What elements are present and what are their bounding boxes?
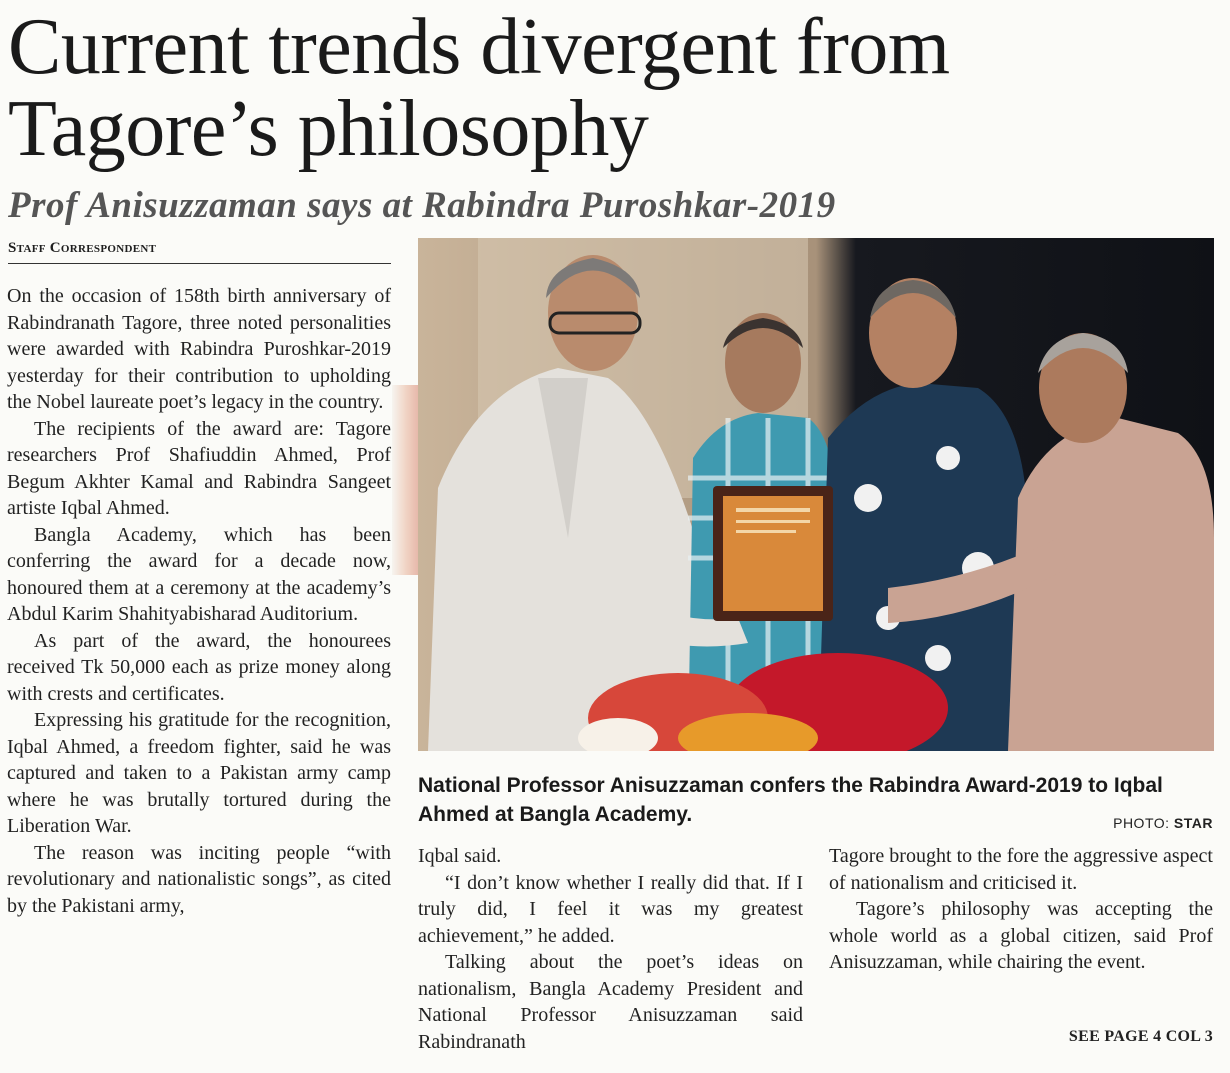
photo-credit-prefix: PHOTO:	[1113, 815, 1174, 831]
paragraph: The reason was inciting people “with revolutionary and nationalistic songs”, as cited by the Pakistani army,	[7, 841, 391, 917]
award-ceremony-illustration	[418, 238, 1214, 751]
paragraph: The recipients of the award are: Tagore researchers Prof Shafiuddin Ahmed, Prof Begum Akhter Kamal and Rabindra Sangeet artiste Iqbal Ahmed.	[7, 417, 391, 519]
article-column-3	[829, 843, 1213, 976]
paragraph: As part of the award, the honourees received Tk 50,000 each as prize money along with crests and certificates.	[7, 629, 391, 705]
paragraph: Talking about the poet’s ideas on nationalism, Bangla Academy President and National Professor Anisuzzaman said Rabindranath	[418, 951, 803, 1053]
byline: Staff Correspondent	[8, 240, 391, 264]
paragraph: Tagore’s philosophy was accepting the whole world as a global citizen, said Prof Anisuzzaman, while chairing the event.	[829, 898, 1213, 973]
article-column-1	[7, 283, 391, 919]
award-ceremony-photo	[418, 238, 1214, 751]
article-column-2	[418, 843, 803, 1055]
photo-caption: National Professor Anisuzzaman confers the Rabindra Award-2019 to Iqbal Ahmed at Bangla Academy.	[418, 774, 1163, 826]
paragraph: On the occasion of 158th birth anniversary of Rabindranath Tagore, three noted personalities were awarded with Rabindra Puroshkar-2019 yesterday for their contribution to upholding the Nobel laureate poet’s legacy in the country.	[7, 285, 391, 413]
subheadline: Prof Anisuzzaman says at Rabindra Puroshkar-2019	[8, 185, 836, 226]
photo-credit	[1113, 815, 1213, 831]
paragraph: Iqbal said.	[418, 845, 502, 867]
paragraph: Expressing his gratitude for the recognition, Iqbal Ahmed, a freedom fighter, said he was captured and taken to a Pakistan army camp where he was brutally tortured during the Liberation War.	[7, 709, 391, 837]
headline: Current trends divergent from Tagore’s philosophy	[8, 3, 950, 173]
paragraph: Tagore brought to the fore the aggressive aspect of nationalism and criticised it.	[829, 845, 1213, 894]
photo-credit-source: STAR	[1173, 815, 1213, 831]
photo-edge-strip	[392, 385, 418, 575]
paragraph: Bangla Academy, which has been conferring the award for a decade now, honoured them at a ceremony at the academy’s Abdul Karim Shahityabisharad Auditorium.	[7, 523, 391, 625]
paragraph: “I don’t know whether I really did that. If I truly did, I feel it was my greatest achievement,” he added.	[418, 871, 803, 947]
jump-line: SEE PAGE 4 COL 3	[1068, 1028, 1213, 1045]
